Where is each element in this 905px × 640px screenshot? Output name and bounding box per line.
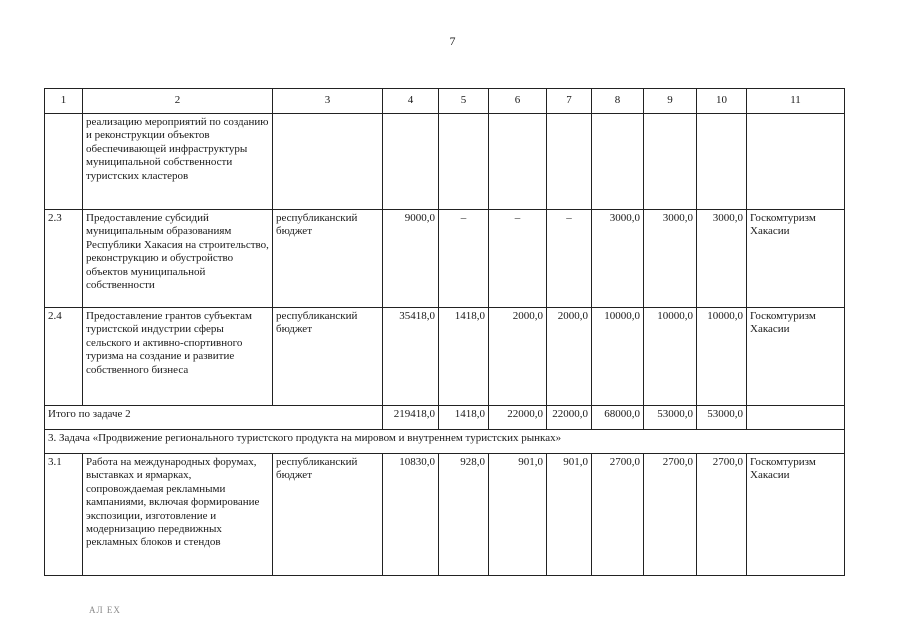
value-cell: –	[439, 210, 489, 308]
total-value: 22000,0	[489, 406, 547, 430]
total-value: 68000,0	[592, 406, 644, 430]
value-cell: 10000,0	[644, 308, 697, 406]
column-header: 8	[592, 89, 644, 114]
value-cell: 3000,0	[592, 210, 644, 308]
funding-source: республиканский бюджет	[273, 308, 383, 406]
table-row	[45, 210, 845, 308]
column-header: 5	[439, 89, 489, 114]
value-cell: 2700,0	[697, 454, 747, 576]
table-cell	[45, 114, 83, 210]
column-header: 3	[273, 89, 383, 114]
table-cell	[489, 114, 547, 210]
value-cell: 2700,0	[644, 454, 697, 576]
table-row	[45, 454, 845, 576]
value-cell: 10000,0	[592, 308, 644, 406]
table-row-continued	[45, 114, 845, 210]
value-cell: 10830,0	[383, 454, 439, 576]
value-cell: 901,0	[547, 454, 592, 576]
column-header: 11	[747, 89, 845, 114]
row-number: 3.1	[45, 454, 83, 576]
executor: Госкомтуризм Хакасии	[747, 454, 845, 576]
value-cell: 2700,0	[592, 454, 644, 576]
footer-mark: АЛ ЕХ	[89, 605, 121, 615]
table-cell	[747, 114, 845, 210]
total-value: 53000,0	[644, 406, 697, 430]
total-value: 219418,0	[383, 406, 439, 430]
value-cell: –	[489, 210, 547, 308]
value-cell: 901,0	[489, 454, 547, 576]
funding-source: республиканский бюджет	[273, 210, 383, 308]
row-description: Предоставление субсидий муниципальным образованиям Республики Хакасия на строительство, реконструкцию и обустройство объектов муниципальной собственности	[83, 210, 273, 308]
page-number: 7	[449, 34, 456, 48]
column-header-row	[45, 89, 845, 114]
table-cell	[592, 114, 644, 210]
executor: Госкомтуризм Хакасии	[747, 308, 845, 406]
row-number: 2.3	[45, 210, 83, 308]
value-cell: 2000,0	[547, 308, 592, 406]
column-header: 7	[547, 89, 592, 114]
column-header: 9	[644, 89, 697, 114]
total-value: 22000,0	[547, 406, 592, 430]
table-row	[45, 308, 845, 406]
value-cell: 10000,0	[697, 308, 747, 406]
value-cell: 2000,0	[489, 308, 547, 406]
column-header: 10	[697, 89, 747, 114]
value-cell: 3000,0	[644, 210, 697, 308]
executor: Госкомтуризм Хакасии	[747, 210, 845, 308]
value-cell: 9000,0	[383, 210, 439, 308]
table-cell	[439, 114, 489, 210]
value-cell: –	[547, 210, 592, 308]
row-description: Работа на международных форумах, выставках и ярмарках, сопровождаемая рекламными кампаниями, включая формирование экспозиции, изготовление и модернизацию передвижных рекламных блоков и стендов	[83, 454, 273, 576]
section-header-row	[45, 430, 845, 454]
total-row	[45, 406, 845, 430]
column-header: 2	[83, 89, 273, 114]
row-description: Предоставление грантов субъектам туристской индустрии сферы сельского и активно-спортивного туризма на создание и развитие собственного бизнеса	[83, 308, 273, 406]
row-description: реализацию мероприятий по созданию и реконструкции объектов обеспечивающей инфраструктуры муниципальной собственности туристских кластеров	[83, 114, 273, 210]
table-cell	[383, 114, 439, 210]
program-table	[44, 88, 845, 576]
funding-source: республиканский бюджет	[273, 454, 383, 576]
value-cell: 1418,0	[439, 308, 489, 406]
table-cell	[547, 114, 592, 210]
total-value: 53000,0	[697, 406, 747, 430]
total-label: Итого по задаче 2	[45, 406, 383, 430]
value-cell: 35418,0	[383, 308, 439, 406]
column-header: 1	[45, 89, 83, 114]
column-header: 4	[383, 89, 439, 114]
table-cell	[273, 114, 383, 210]
row-number: 2.4	[45, 308, 83, 406]
table-cell	[697, 114, 747, 210]
value-cell: 928,0	[439, 454, 489, 576]
column-header: 6	[489, 89, 547, 114]
table-cell	[747, 406, 845, 430]
value-cell: 3000,0	[697, 210, 747, 308]
section-header: 3. Задача «Продвижение регионального туристского продукта на мировом и внутреннем туристских рынках»	[45, 430, 845, 454]
table-cell	[644, 114, 697, 210]
total-value: 1418,0	[439, 406, 489, 430]
